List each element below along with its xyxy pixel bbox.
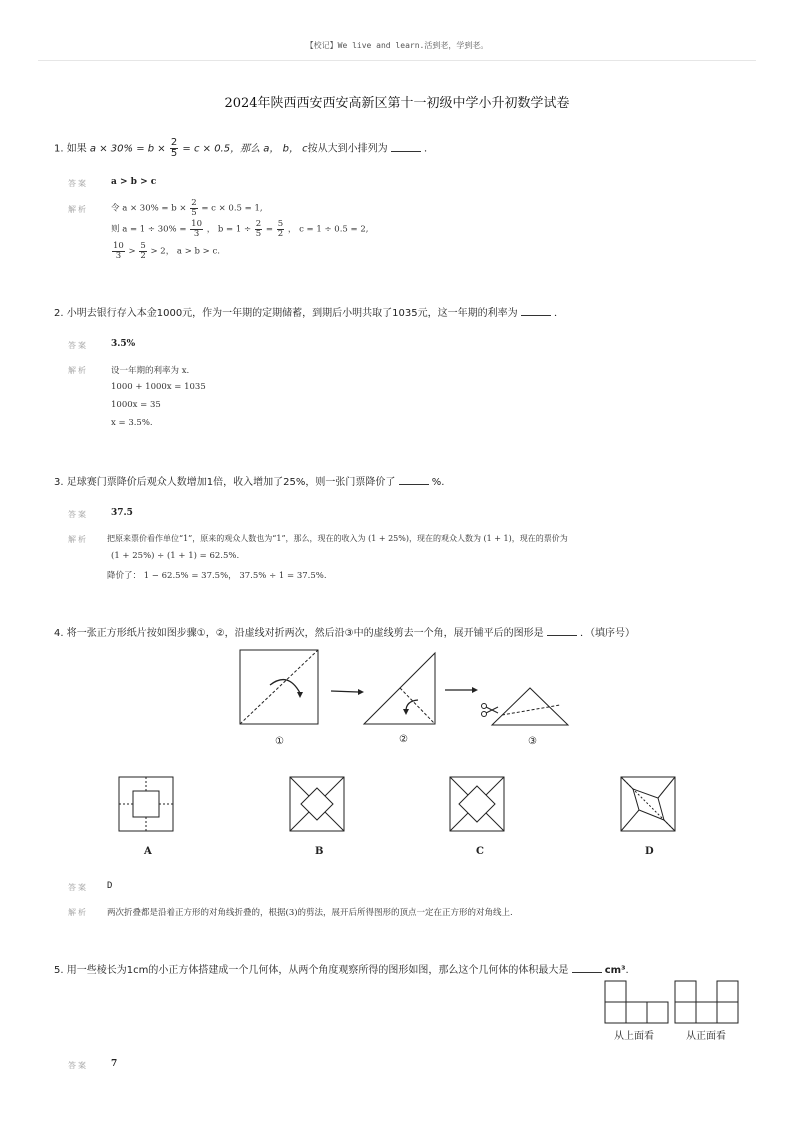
- q4-blank: [547, 626, 577, 636]
- q5-answer: 7: [111, 1059, 118, 1069]
- arrow-right-icon: [445, 687, 478, 693]
- q5-front-view-figure: [674, 980, 740, 1026]
- q2-end: ．: [554, 308, 565, 319]
- q1-ex2-frac3: [277, 220, 284, 238]
- arrow-right-icon: [331, 689, 364, 695]
- q1-ex1-frac-den: 5: [191, 207, 197, 218]
- q4-step-3-label: ③: [528, 736, 537, 747]
- step-1-square: [240, 650, 318, 724]
- q3-explain-line1: 把原来票价看作单位“1”，原来的观众人数也为“1”，那么，现在的收入为 (1 + 25%)，现在的观众人数为 (1 + 1)，现在的票价为: [107, 534, 568, 543]
- q2-analysis-label: 解析: [68, 366, 88, 375]
- q1-ex2-frac2-num: 2: [255, 219, 262, 229]
- q1-ex2-frac2-den: 5: [255, 228, 262, 239]
- q1-ex2-frac3-num: 5: [277, 219, 284, 229]
- q5-top-view-caption: 从上面看: [614, 1031, 654, 1042]
- q1-ex2-frac3-den: 2: [277, 228, 284, 239]
- q5-answer-label: 答案: [68, 1061, 88, 1070]
- q1-ex2-c: =: [265, 224, 274, 235]
- q4-option-c-label: C: [476, 846, 484, 857]
- q1-text-b: 按从大到小排列为: [307, 143, 388, 155]
- question-5: [54, 961, 629, 976]
- q1-ex3-frac2: [139, 242, 146, 260]
- q4-explain: 两次折叠都是沿着正方形的对角线折叠的，根据(3)的剪法，展开后所得图形的顶点一定在正方形的对角线上.: [107, 908, 513, 918]
- q1-ex3-b: > 2， a > b > c.: [150, 246, 220, 257]
- question-3: [54, 473, 444, 488]
- q5-front-view-caption: 从正面看: [686, 1031, 726, 1042]
- header-divider: [38, 60, 756, 61]
- q1-text-a: 如果: [66, 143, 87, 155]
- q1-ex1-a: 令 a × 30% = b ×: [111, 203, 187, 214]
- q5-text: 用一些棱长为1cm的小正方体搭建成一个几何体，从两个角度观察所得的图形如图，那么这个几何体的体积最大是: [66, 965, 569, 976]
- q1-blank: [391, 142, 421, 152]
- q1-ex2-frac1: [190, 220, 203, 238]
- q1-number: 1.: [54, 143, 64, 155]
- q1-ex2-frac2: [255, 220, 262, 238]
- q5-number: 5.: [54, 965, 64, 976]
- q2-explain-line1: 设一年期的利率为 x.: [111, 366, 190, 376]
- scissors-icon: [482, 704, 499, 717]
- q4-option-a-label: A: [144, 846, 152, 857]
- q1-fraction: [170, 138, 178, 159]
- q4-option-c-figure: [449, 776, 507, 832]
- q2-explain-line4: x = 3.5%.: [111, 418, 153, 428]
- q1-ex3-frac2-num: 5: [140, 241, 146, 251]
- q4-step-1-label: ①: [275, 736, 284, 747]
- q1-ex3-frac1: [112, 242, 125, 260]
- q1-explain-line1: [111, 199, 263, 217]
- q1-ex1-b: = c × 0.5 = 1,: [201, 203, 263, 214]
- q3-answer-label: 答案: [68, 510, 88, 519]
- q2-answer-label: 答案: [68, 341, 88, 350]
- q5-blank: [572, 963, 602, 973]
- q1-answer-label: 答案: [68, 179, 88, 188]
- q5-top-view-figure: [604, 980, 670, 1026]
- q4-text: 将一张正方形纸片按如图步骤①，②，沿虚线对折两次，然后沿③中的虚线剪去一个角，展开铺平后的图形是: [66, 628, 544, 639]
- q1-answer: a > b > c: [111, 177, 157, 187]
- q4-answer-label: 答案: [68, 883, 88, 892]
- q5-end: .: [625, 965, 629, 976]
- q1-ex3-frac1-num: 10: [113, 241, 124, 251]
- q1-ex1-frac: [190, 199, 197, 217]
- q4-option-b-label: B: [315, 846, 324, 857]
- q1-ex3-frac2-den: 2: [140, 250, 146, 261]
- q1-ex3-frac1-den: 3: [115, 250, 122, 261]
- q1-ex2-frac1-den: 3: [193, 228, 200, 239]
- q2-answer: 3.5%: [111, 339, 136, 349]
- q3-explain-line2: (1 + 25%) ÷ (1 + 1) = 62.5%.: [111, 551, 240, 561]
- q1-ex2-b: ， b = 1 ÷: [206, 224, 252, 235]
- q1-analysis-label: 解析: [68, 205, 88, 214]
- q1-ex2-a: 则 a = 1 ÷ 30% =: [111, 224, 187, 235]
- q3-analysis-label: 解析: [68, 535, 88, 544]
- step-2-triangle: [364, 653, 435, 724]
- q4-analysis-label: 解析: [68, 908, 88, 917]
- q4-number: 4.: [54, 628, 64, 639]
- page-title: 2024年陕西西安西安高新区第十一初级中学小升初数学试卷: [224, 96, 570, 111]
- q2-number: 2.: [54, 308, 64, 319]
- question-4: [54, 624, 635, 639]
- q3-answer: 37.5: [111, 508, 133, 518]
- q4-answer: D: [107, 881, 113, 891]
- q1-frac-den: 5: [170, 148, 178, 159]
- q1-expr-b: = c × 0.5，那么: [182, 143, 261, 155]
- q2-explain-line2: 1000 + 1000x = 1035: [111, 382, 206, 392]
- q5-unit: cm³: [604, 965, 626, 976]
- q1-ex2-g: ， c = 1 ÷ 0.5 = 2,: [287, 224, 369, 235]
- q4-option-d-figure: [620, 776, 678, 832]
- q4-option-d-label: D: [645, 846, 654, 857]
- question-1: [54, 138, 434, 159]
- step-3-triangle: [492, 688, 568, 725]
- q3-number: 3.: [54, 477, 64, 488]
- q3-text: 足球赛门票降价后观众人数增加1倍，收入增加了25%，则一张门票降价了: [66, 477, 396, 488]
- question-2: [54, 304, 564, 319]
- q2-text: 小明去银行存入本金1000元，作为一年期的定期储蓄，到期后小明共取了1035元，这一年期的利率为: [66, 308, 518, 319]
- q1-ex1-frac-num: 2: [191, 198, 197, 208]
- q1-frac-num: 2: [170, 137, 178, 148]
- q1-explain-line3: [111, 242, 220, 260]
- q4-end: ．（填序号）: [580, 628, 636, 639]
- q2-blank: [521, 306, 551, 316]
- q1-vars: a， b， c: [263, 143, 308, 155]
- q1-end: ．: [424, 143, 435, 155]
- q4-option-a-figure: [118, 776, 176, 832]
- q3-end: %.: [431, 477, 445, 488]
- q1-ex3-a: >: [128, 246, 136, 257]
- q1-explain-line2: [111, 220, 368, 238]
- q4-step-2-label: ②: [399, 734, 408, 745]
- q3-blank: [399, 475, 429, 485]
- q3-explain-line3: 降价了： 1 − 62.5% = 37.5%， 37.5% ÷ 1 = 37.5%.: [107, 571, 327, 581]
- q1-expr-a: a × 30% = b ×: [89, 143, 166, 155]
- q4-option-b-figure: [289, 776, 347, 832]
- q2-explain-line3: 1000x = 35: [111, 400, 161, 410]
- q1-ex2-frac1-num: 10: [191, 219, 202, 229]
- page-header: 【校记】We live and learn.活到老，学到老。: [305, 41, 489, 50]
